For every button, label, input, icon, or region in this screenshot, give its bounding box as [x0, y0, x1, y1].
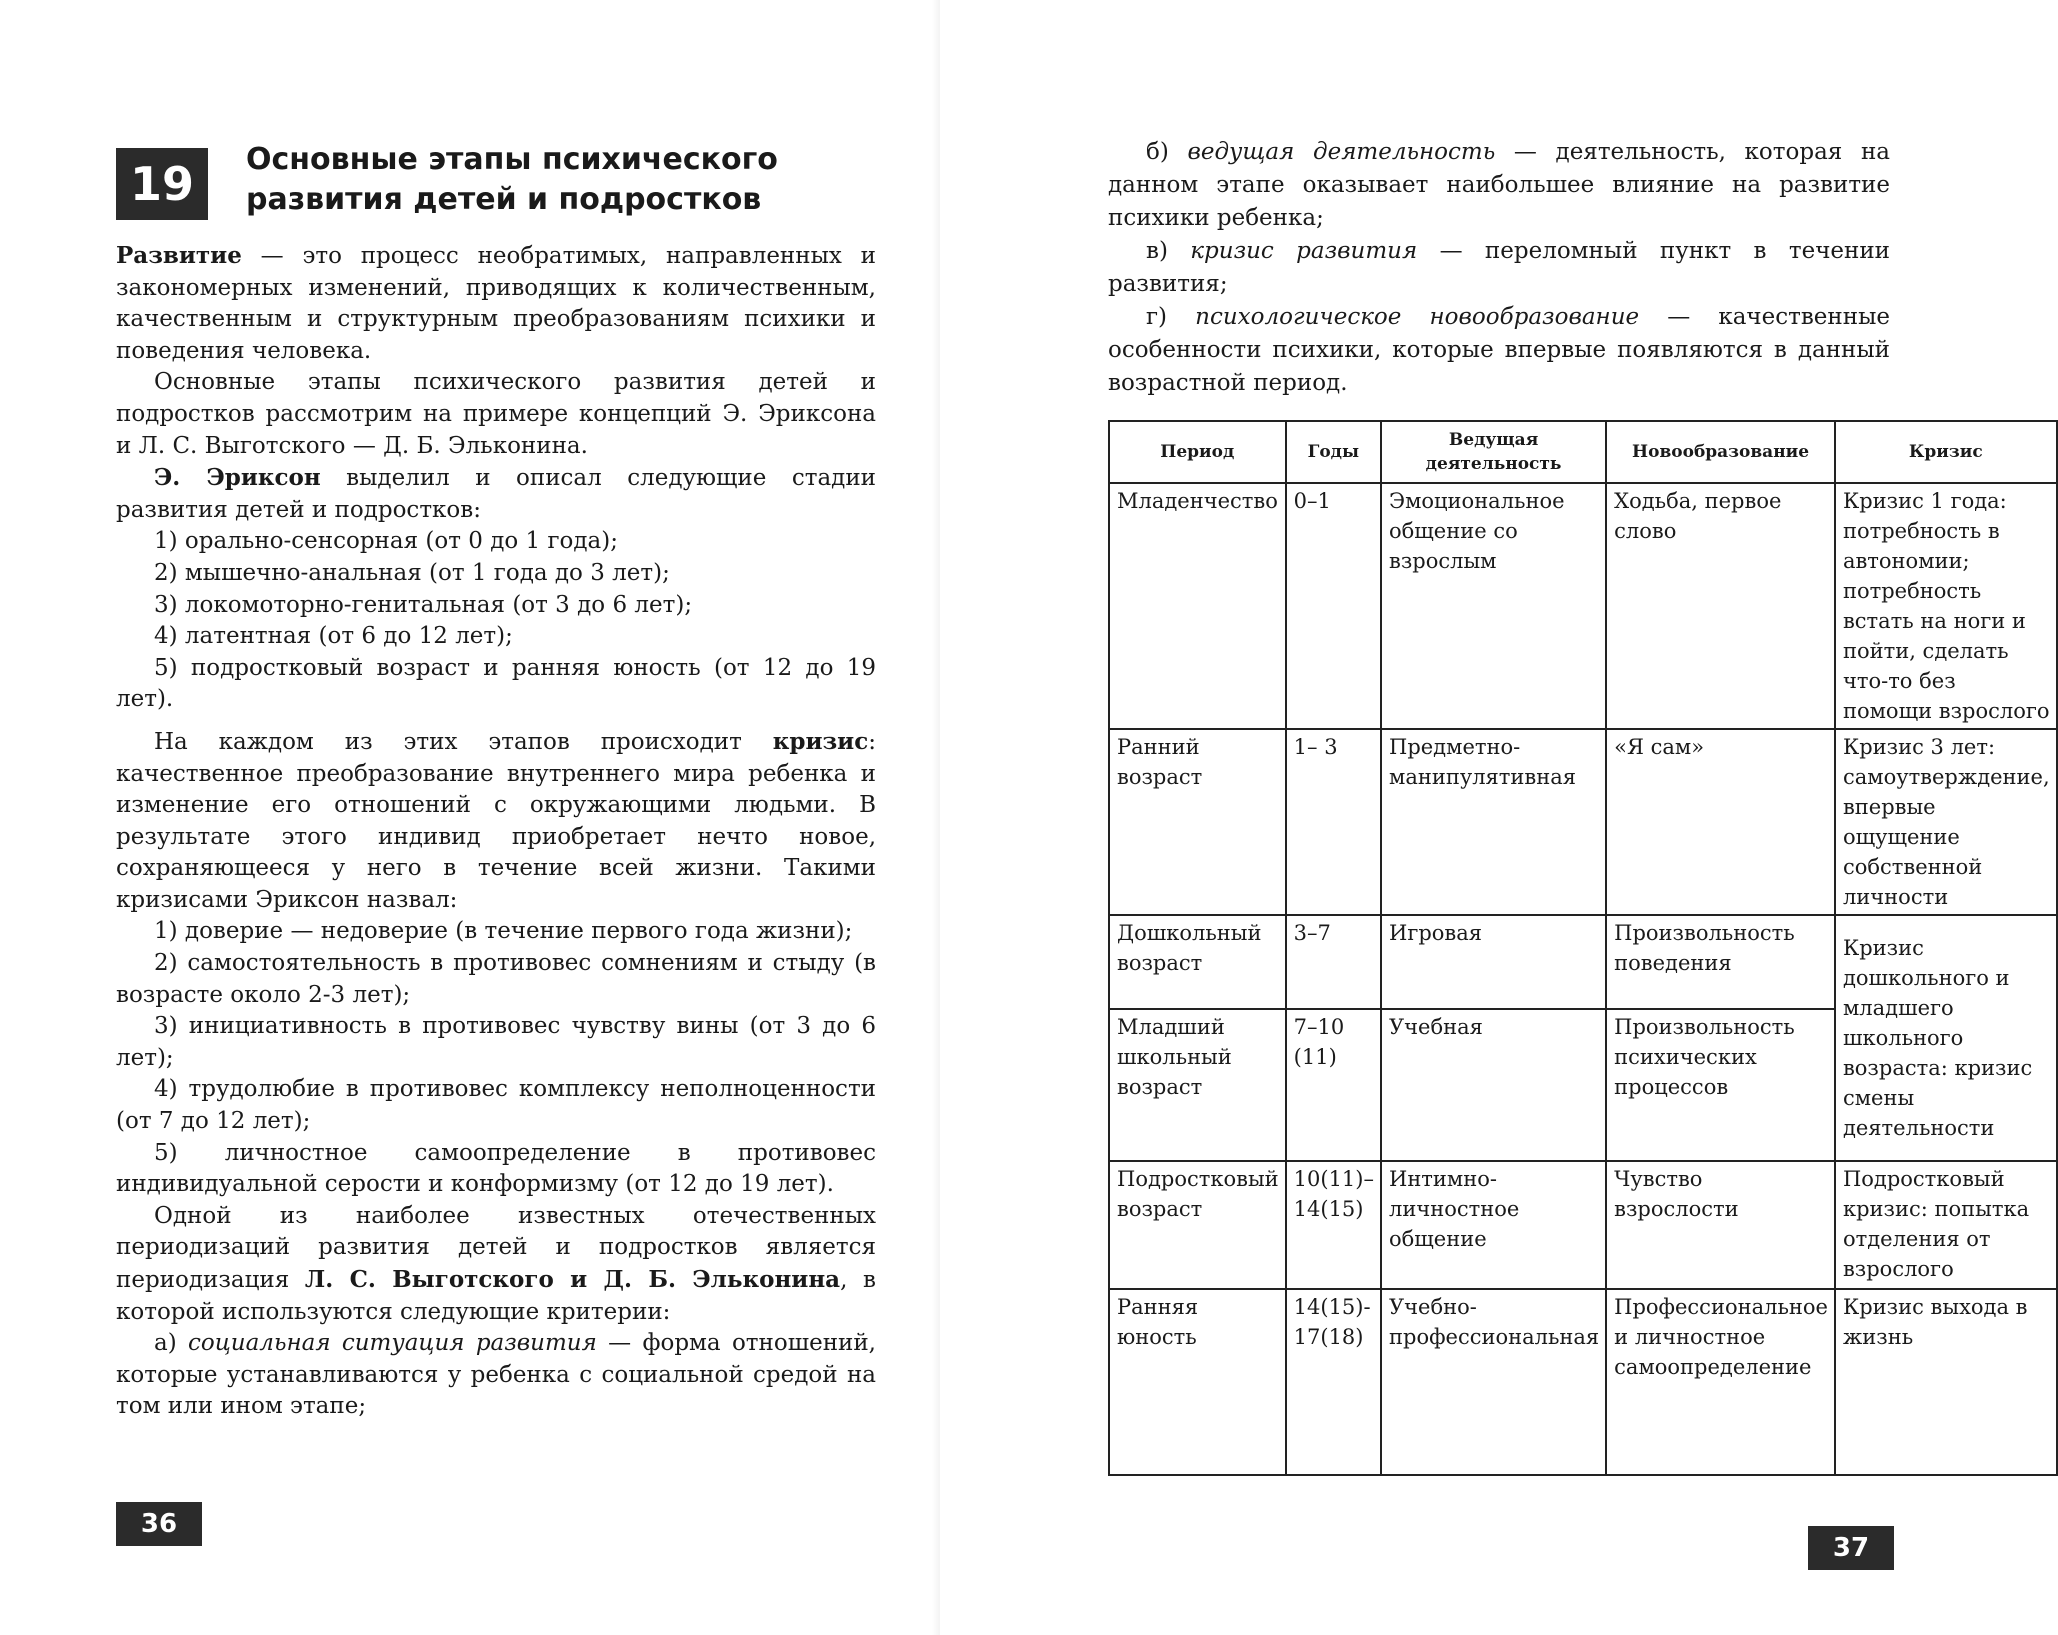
crisis-term: кризис: [772, 727, 869, 755]
table-cell: Кризис дошкольного и младшего школьного возраста: кризис смены деятельности: [1835, 915, 2057, 1161]
page-number-right: 37: [1808, 1526, 1894, 1570]
vygotsky-names: Л. С. Выготского и Д. Б. Эльконина: [304, 1266, 841, 1293]
table-cell: Ранняя юность: [1109, 1289, 1286, 1475]
table-cell: Профессиональное и личностное самоопределение: [1606, 1289, 1835, 1475]
definition-term: Развитие: [116, 242, 242, 269]
table-cell: Интимно-личностное общение: [1381, 1161, 1606, 1289]
list-item: 2) самостоятельность в противовес сомнениям и стыду (в возрасте около 2-3 лет);: [116, 950, 876, 1008]
table-cell: 0–1: [1286, 483, 1381, 729]
list-item: 4) трудолюбие в противовес комплексу неполноценности (от 7 до 12 лет);: [116, 1076, 876, 1135]
criterion-b: б) ведущая деятельность — деятельность, которая на данном этапе оказывает наибольшее влияние на развитие психики ребенка;: [1108, 139, 1890, 231]
left-body-text: [116, 240, 876, 1423]
table-cell: 10(11)– 14(15): [1286, 1161, 1381, 1289]
table-cell: 3–7: [1286, 915, 1381, 1009]
table-cell: Младший школьный возраст: [1109, 1009, 1286, 1161]
table-cell: 1– 3: [1286, 729, 1381, 915]
table-cell: Чувство взрослости: [1606, 1161, 1835, 1289]
column-header: Кризис: [1835, 421, 2057, 483]
column-header: Новообразование: [1606, 421, 1835, 483]
table-cell: Произвольность поведения: [1606, 915, 1835, 1009]
table-cell: Кризис 3 лет: самоутверждение, впервые ощущение собственной личности: [1835, 729, 2057, 915]
list-item: 1) доверие — недоверие (в течение первого года жизни);: [154, 918, 853, 945]
table-cell: Дошкольный возраст: [1109, 915, 1286, 1009]
table-cell: Ранний возраст: [1109, 729, 1286, 915]
right-body-text: [1108, 136, 1890, 400]
development-stages-table: [1108, 420, 2058, 1476]
table-cell: Подростковый возраст: [1109, 1161, 1286, 1289]
list-item: 5) личностное самоопределение в противовес индивидуальной серости и конформизму (от 12 до 19 лет).: [116, 1139, 876, 1198]
criterion-d: г) психологическое новообразование — качественные особенности психики, которые впервые появляются в данный возрастной период.: [1108, 304, 1890, 396]
column-header: Годы: [1286, 421, 1381, 483]
table-cell: Произвольность психических процессов: [1606, 1009, 1835, 1161]
table-row: [1109, 729, 2057, 915]
table-cell: Предметно-манипулятивная: [1381, 729, 1606, 915]
list-item: 4) латентная (от 6 до 12 лет);: [154, 623, 513, 650]
table-cell: «Я сам»: [1606, 729, 1835, 915]
criterion-a: а) социальная ситуация развития — форма отношений, которые устанавливаются у ребенка с социальной средой на том или ином этапе;: [116, 1330, 876, 1420]
list-item: 5) подростковый возраст и ранняя юность (от 12 до 19 лет).: [116, 654, 876, 713]
erikson-name: Э. Эриксон: [154, 464, 321, 492]
intro-paragraph: Основные этапы психического развития детей и подростков рассмотрим на примере концепций Э. Эриксона и Л. С. Выготского — Д. Б. Эльконина.: [116, 369, 876, 459]
table-row: [1109, 1161, 2057, 1289]
column-header: Ведущая деятельность: [1381, 421, 1606, 483]
table-cell: Кризис выхода в жизнь: [1835, 1289, 2057, 1475]
table-cell: Игровая: [1381, 915, 1606, 1009]
column-header: Период: [1109, 421, 1286, 483]
table-cell: Учебно-профессиональная: [1381, 1289, 1606, 1475]
list-item: 3) инициативность в противовес чувству вины (от 3 до 6 лет);: [116, 1013, 876, 1071]
table-cell: Подростковый кризис: попытка отделения от взрослого: [1835, 1161, 2057, 1289]
table-row: [1109, 1289, 2057, 1475]
left-page: [0, 0, 940, 1635]
table-cell: 14(15)- 17(18): [1286, 1289, 1381, 1475]
table-cell: Младенчество: [1109, 483, 1286, 729]
table-cell: 7–10 (11): [1286, 1009, 1381, 1161]
development-definition: Развитие — это процесс необратимых, направленных и закономерных изменений, приводящих к количественным, качественным и структурным преобразованиям психики и поведения человека.: [116, 242, 876, 364]
vygotsky-paragraph: Одной из наиболее известных отечественных периодизаций развития детей и подростков является периодизация Л. С. Выготского и Д. Б. Эльконина, в которой используются следующие критерии:: [116, 1202, 877, 1325]
list-item: 1) орально-сенсорная (от 0 до 1 года);: [154, 528, 618, 555]
list-item: 2) мышечно-анальная (от 1 года до 3 лет);: [154, 559, 670, 586]
table-cell: Кризис 1 года: потребность в автономии; потребность встать на ноги и пойти, сделать что-то без помощи взрослого: [1835, 483, 2057, 729]
table-cell: Эмоциональное общение со взрослым: [1381, 483, 1606, 729]
criterion-c: в) кризис развития — переломный пункт в течении развития;: [1108, 238, 1890, 297]
page-number-left: 36: [116, 1502, 202, 1546]
chapter-number-badge: 19: [116, 148, 208, 220]
list-item: 3) локомоторно-генитальная (от 3 до 6 лет);: [154, 591, 693, 618]
table-cell: Учебная: [1381, 1009, 1606, 1161]
table-row: [1109, 915, 2057, 1009]
crisis-paragraph: На каждом из этих этапов происходит кризис: качественное преобразование внутреннего мира ребенка и изменение его отношений с окружающими людьми. В результате этого индивид приобретает нечто новое, сохраняющееся у него в течение всей жизни. Такими кризисами Эриксон назвал:: [116, 727, 876, 913]
erikson-paragraph: Э. Эриксон выделил и описал следующие стадии развития детей и подростков:: [116, 464, 876, 523]
chapter-title: Основные этапы психического развития детей и подростков: [246, 142, 778, 217]
table-row: [1109, 483, 2057, 729]
table-cell: Ходьба, первое слово: [1606, 483, 1835, 729]
table-header-row: [1109, 421, 2057, 483]
